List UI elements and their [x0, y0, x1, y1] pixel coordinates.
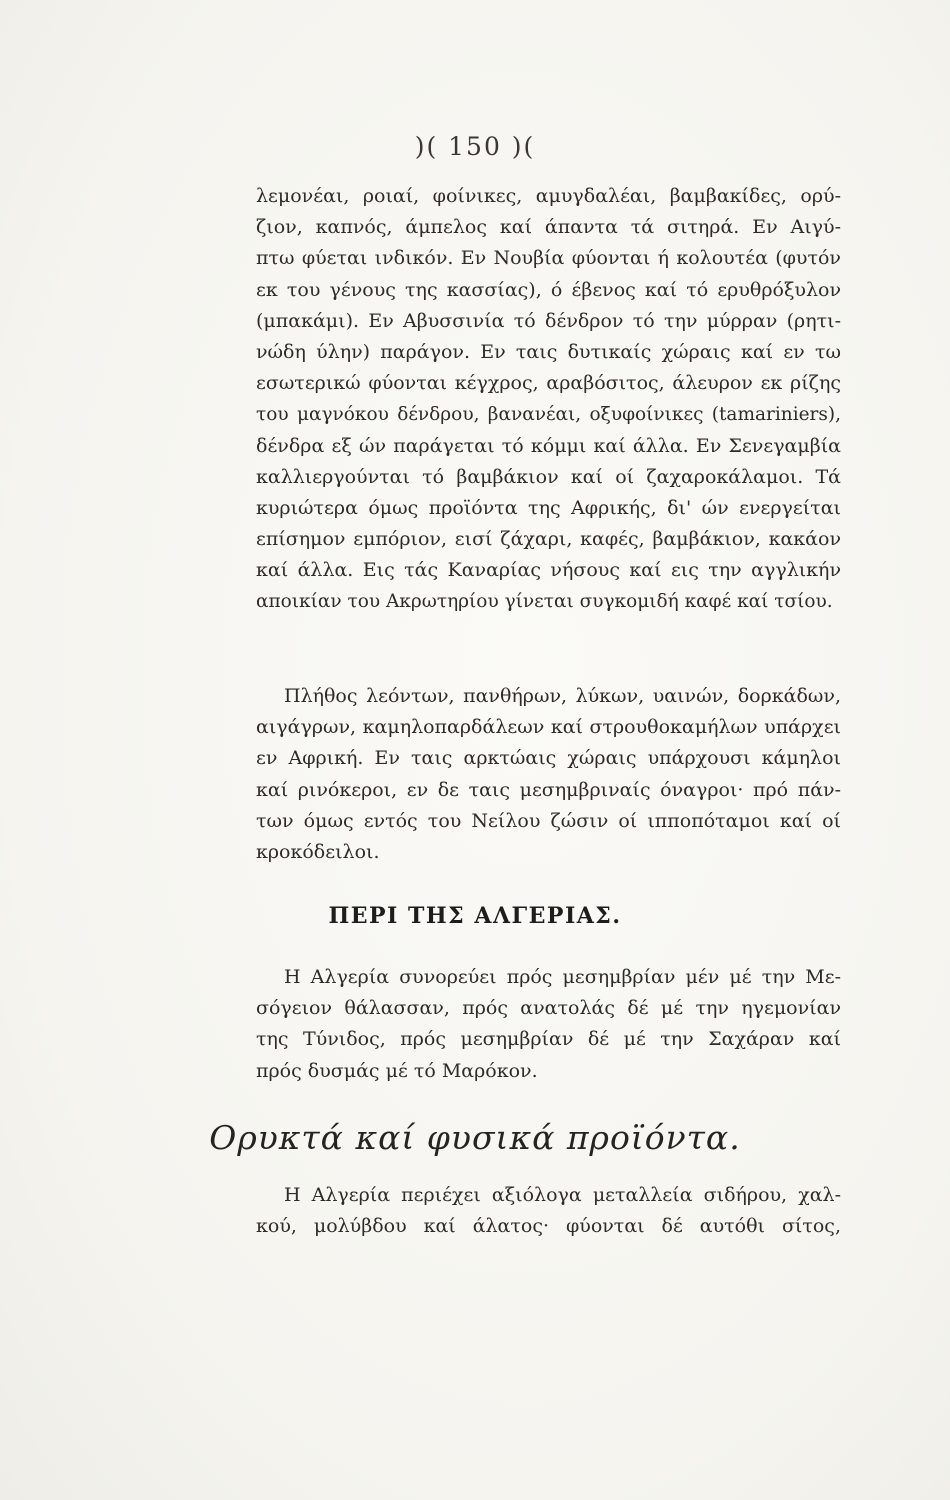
text-line: των όμως εντός του Νείλου ζώσιν οί ιπποπόταμοι καί οί [256, 809, 841, 832]
text-line: εκ του γένους της κασσίας), ό έβενος καί τό ερυθρόξυλον [256, 278, 841, 301]
text-line: (μπακάμι). Εν Αβυσσινία τό δένδρον τό την μύρραν (ρητι- [256, 309, 841, 332]
paragraph-algeria-borders [256, 962, 841, 1087]
text-line: Η Αλγερία συνορεύει πρός μεσημβρίαν μέν μέ την Με- [284, 966, 841, 988]
text-line: πτω φύεται ινδικόν. Εν Νουβία φύονται ή κολουτέα (φυτόν [256, 247, 841, 270]
text-line: του μαγνόκου δένδρου, βανανέαι, οξυφοίνικες (tamariniers), [256, 404, 841, 426]
section-heading-algeria: ΠΕΡΙ ΤΗΣ ΑΛΓΕΡΙΑΣ. [328, 903, 622, 929]
paragraph-algeria-minerals [256, 1180, 841, 1242]
text-line: κυριώτερα όμως προϊόντα της Αφρικής, δι' ών ενεργείται [256, 496, 841, 519]
text-line: καλλιεργούνται τό βαμβάκιον καί οί ζαχαροκάλαμοι. Τά [256, 465, 841, 488]
text-line: κροκόδειλοι. [256, 840, 380, 863]
text-line: της Τύνιδος, πρός μεσημβρίαν δέ μέ την Σαχάραν καί [256, 1028, 841, 1051]
text-line: αιγάγρων, καμηλοπαρδάλεων καί στρουθοκαμήλων υπάρχει [256, 716, 841, 739]
text-line: επίσημον εμπόριον, εισί ζάχαρι, καφές, βαμβάκιον, κακάον [256, 528, 841, 551]
text-line: καί ρινόκεροι, εν δε ταις μεσημβριναίς όναγροι· πρό πάν- [256, 778, 841, 801]
paragraph-animals-of-africa [256, 681, 841, 868]
text-line: νώδη ύλην) παράγον. Εν ταις δυτικαίς χώραις καί εν τω [256, 340, 841, 363]
text-line: δένδρα εξ ών παράγεται τό κόμμι καί άλλα. Εν Σενεγαμβία [256, 434, 841, 457]
paragraph-products-of-africa [256, 181, 841, 618]
text-line: καί άλλα. Εις τάς Καναρίας νήσους καί εις την αγγλικήν [256, 559, 841, 582]
text-line: ζιον, καπνός, άμπελος καί άπαντα τά σιτηρά. Εν Αιγύ- [256, 216, 841, 239]
page-number-header: )( 150 )( [414, 132, 536, 161]
text-line: λεμονέαι, ροιαί, φοίνικες, αμυγδαλέαι, βαμβακίδες, ορύ- [256, 185, 841, 207]
text-line: πρός δυσμάς μέ τό Μαρόκον. [256, 1059, 538, 1082]
text-line: αποικίαν του Ακρωτηρίου γίνεται συγκομιδή καφέ καί τσίου. [256, 591, 833, 613]
text-line: σόγειον θάλασσαν, πρός ανατολάς δέ μέ την ηγεμονίαν [256, 997, 841, 1020]
subheading-minerals-and-products: Ορυκτά καί φυσικά προϊόντα. [209, 1118, 741, 1157]
text-line: Η Αλγερία περιέχει αξιόλογα μεταλλεία σιδήρου, χαλ- [284, 1184, 841, 1206]
text-line: εσωτερικώ φύονται κέγχρος, αραβόσιτος, άλευρον εκ ρίζης [256, 372, 841, 395]
text-line: εν Αφρική. Εν ταις αρκτώαις χώραις υπάρχουσι κάμηλοι [256, 747, 841, 770]
text-line: κού, μολύβδου καί άλατος· φύονται δέ αυτόθι σίτος, [256, 1215, 841, 1238]
text-line: Πλήθος λεόντων, πανθήρων, λύκων, υαινών, δορκάδων, [284, 685, 841, 707]
